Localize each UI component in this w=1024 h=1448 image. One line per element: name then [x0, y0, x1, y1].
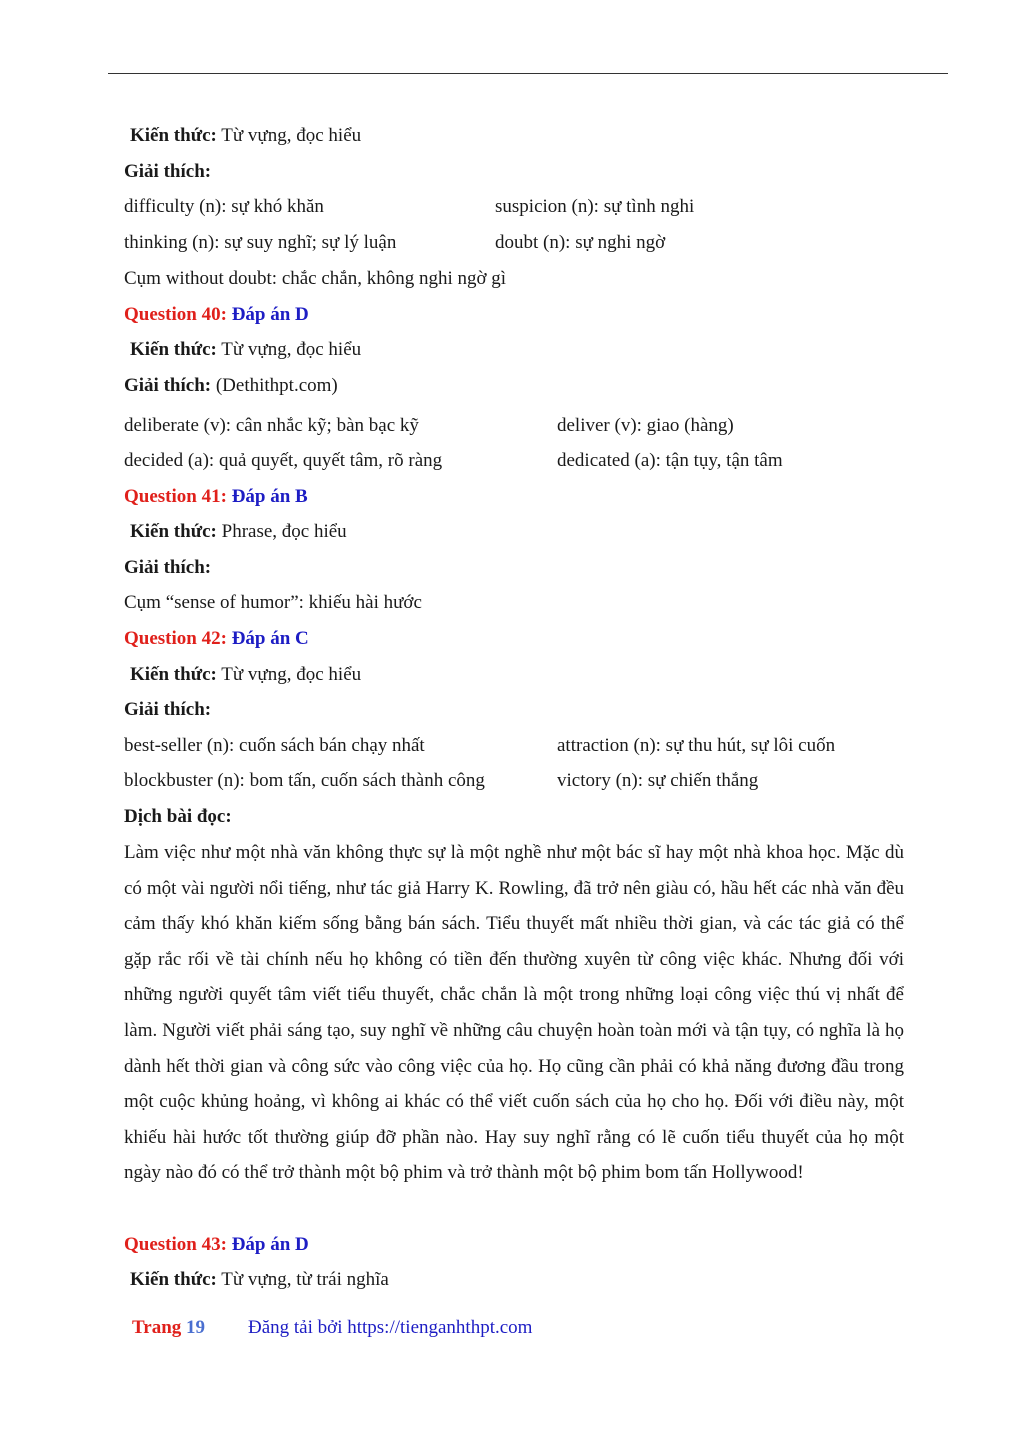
vocab-item: victory (n): sự chiến thắng [557, 770, 759, 791]
vocab-item: attraction (n): sự thu hút, sự lôi cuốn [557, 735, 836, 756]
q41-heading: Question 41: Đáp án B [124, 486, 308, 507]
vocab-item: deliberate (v): cân nhắc kỹ; bàn bạc kỹ [124, 415, 419, 436]
q42-kienthuc: Kiến thức: Từ vựng, đọc hiểu [130, 664, 362, 685]
translation-paragraph: Làm việc như một nhà văn không thực sự là một nghề như một bác sĩ hay một nhà khoa học. Mặc dù có một vài người nổi tiếng, như tác giả Harry K. Rowling, đã trở nên giàu có, hầu hết các nhà văn đều cảm thấy khó khăn kiếm sống bằng bán sách. Tiểu thuyết mất nhiều thời gian, và các tác giả có thể gặp rắc rối về tài chính nếu họ không có tiền đến thường xuyên từ công việc khác. Nhưng đối với những người quyết tâm viết tiểu thuyết, chắc chắn là một trong những loại công việc thú vị nhất để làm. Người viết phải sáng tạo, suy nghĩ về những câu chuyện hoàn toàn mới và tận tụy, có nghĩa là họ dành hết thời gian và công sức vào công việc của họ. Họ cũng cần phải có khả năng đương đầu trong một cuộc khủng hoảng, vì không ai khác có thể viết cuốn sách của họ cho họ. Đối với điều này, một khiếu hài hước tốt thường giúp đỡ phần nào. Hay suy nghĩ rằng có lẽ cuốn tiểu thuyết của họ một ngày nào đó có thể trở thành một bộ phim và trở thành một bộ phim bom tấn Hollywood! [124, 842, 904, 1184]
q43-heading: Question 43: Đáp án D [124, 1234, 309, 1255]
header-rule [108, 73, 948, 74]
translation-heading: Dịch bài đọc: [124, 806, 232, 827]
vocab-item: deliver (v): giao (hàng) [557, 415, 734, 436]
q40-kienthuc: Kiến thức: Từ vựng, đọc hiểu [130, 339, 362, 360]
q40-heading: Question 40: Đáp án D [124, 304, 309, 325]
q41-giaithich: Giải thích: [124, 557, 212, 578]
q43-kienthuc: Kiến thức: Từ vựng, từ trái nghĩa [130, 1269, 389, 1290]
q40-giaithich: Giải thích: (Dethithpt.com) [124, 375, 338, 396]
q42-heading: Question 42: Đáp án C [124, 628, 309, 649]
vocab-item: suspicion (n): sự tình nghi [495, 196, 695, 217]
q39-kienthuc: Kiến thức: Từ vựng, đọc hiểu [130, 125, 362, 146]
q41-note: Cụm “sense of humor”: khiếu hài hước [124, 592, 422, 613]
vocab-item: blockbuster (n): bom tấn, cuốn sách thành công [124, 770, 485, 791]
uploaded-by-link[interactable]: Đăng tải bởi https://tienganhthpt.com [248, 1317, 533, 1338]
q41-kienthuc: Kiến thức: Phrase, đọc hiểu [130, 521, 347, 542]
q39-giaithich: Giải thích: [124, 161, 212, 182]
vocab-item: thinking (n): sự suy nghĩ; sự lý luận [124, 232, 397, 253]
q39-note: Cụm without doubt: chắc chắn, không nghi ngờ gì [124, 268, 507, 289]
q42-giaithich: Giải thích: [124, 699, 212, 720]
vocab-item: best-seller (n): cuốn sách bán chạy nhất [124, 735, 425, 756]
vocab-item: dedicated (a): tận tụy, tận tâm [557, 450, 783, 471]
vocab-item: difficulty (n): sự khó khăn [124, 196, 324, 217]
vocab-item: doubt (n): sự nghi ngờ [495, 232, 666, 253]
vocab-item: decided (a): quả quyết, quyết tâm, rõ ràng [124, 450, 443, 471]
page-number: Trang 19 [132, 1317, 206, 1338]
